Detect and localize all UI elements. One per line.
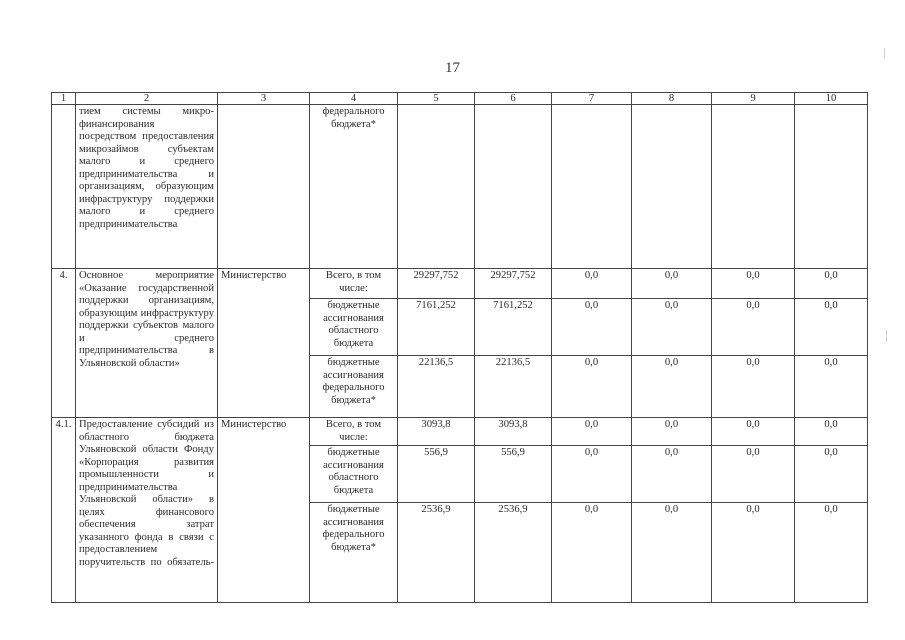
measure-description: тием системы микро-финансирования посредством предоставления микрозаймов субъектам малого и среднего предпринимательства и организациям, образующим инфраструктуру поддержки малого и среднего предпринимательства <box>76 105 218 269</box>
table-row <box>52 418 868 446</box>
funding-source: федерального бюджета* <box>310 105 398 269</box>
value-cell <box>632 105 712 269</box>
header-cell: 2 <box>76 93 218 105</box>
value-cell: 0,0 <box>712 269 795 299</box>
funding-source: бюджетные ассигнования федерального бюджета* <box>310 356 398 418</box>
value-cell: 556,9 <box>475 446 552 503</box>
page-number: 17 <box>445 60 460 76</box>
value-cell: 3093,8 <box>398 418 475 446</box>
value-cell: 0,0 <box>795 269 868 299</box>
value-cell: 0,0 <box>795 446 868 503</box>
row-number <box>52 105 76 269</box>
row-number: 4. <box>52 269 76 418</box>
funding-source: бюджетные ассигнования областного бюджета <box>310 299 398 356</box>
header-row <box>52 93 868 105</box>
scan-speck <box>884 48 885 58</box>
measure-description: Предоставление субсидий из областного бюджета Ульяновской области Фонду «Корпорация развития промышленности и предпринимательства Ульяновской области» в целях финансового обеспечения затрат указанного фонда в связи с предоставлением поручительств по обязатель- <box>76 418 218 603</box>
value-cell: 0,0 <box>632 446 712 503</box>
value-cell <box>475 105 552 269</box>
executor: Министерство <box>218 269 310 418</box>
value-cell: 7161,252 <box>398 299 475 356</box>
header-cell: 10 <box>795 93 868 105</box>
header-cell: 4 <box>310 93 398 105</box>
value-cell: 0,0 <box>632 269 712 299</box>
funding-source: бюджетные ассигнования федерального бюджета* <box>310 503 398 603</box>
value-cell: 0,0 <box>712 356 795 418</box>
value-cell: 0,0 <box>795 418 868 446</box>
value-cell <box>552 105 632 269</box>
header-cell: 3 <box>218 93 310 105</box>
value-cell: 0,0 <box>712 503 795 603</box>
measure-description: Основное мероприятие «Оказание государственной поддержки организациям, образующим инфраструктуру поддержки субъектов малого и среднего предпринимательства в Ульяновской области» <box>76 269 218 418</box>
value-cell: 0,0 <box>552 446 632 503</box>
value-cell: 556,9 <box>398 446 475 503</box>
value-cell: 0,0 <box>552 299 632 356</box>
executor <box>218 105 310 269</box>
value-cell: 2536,9 <box>475 503 552 603</box>
value-cell: 2536,9 <box>398 503 475 603</box>
value-cell: 0,0 <box>552 503 632 603</box>
value-cell: 0,0 <box>795 356 868 418</box>
value-cell <box>398 105 475 269</box>
header-cell: 9 <box>712 93 795 105</box>
header-cell: 6 <box>475 93 552 105</box>
header-cell: 1 <box>52 93 76 105</box>
value-cell: 0,0 <box>712 418 795 446</box>
value-cell: 0,0 <box>795 503 868 603</box>
value-cell <box>712 105 795 269</box>
value-cell: 0,0 <box>795 299 868 356</box>
value-cell: 7161,252 <box>475 299 552 356</box>
funding-source: Всего, в том числе: <box>310 418 398 446</box>
value-cell: 22136,5 <box>398 356 475 418</box>
value-cell: 0,0 <box>552 418 632 446</box>
executor: Министерство <box>218 418 310 603</box>
scan-speck <box>886 330 887 342</box>
value-cell: 0,0 <box>632 299 712 356</box>
table-row <box>52 269 868 299</box>
value-cell: 0,0 <box>712 299 795 356</box>
value-cell: 0,0 <box>632 356 712 418</box>
value-cell: 0,0 <box>632 418 712 446</box>
header-cell: 8 <box>632 93 712 105</box>
value-cell: 3093,8 <box>475 418 552 446</box>
value-cell: 0,0 <box>552 269 632 299</box>
value-cell <box>795 105 868 269</box>
budget-table <box>51 92 868 603</box>
value-cell: 0,0 <box>632 503 712 603</box>
value-cell: 0,0 <box>712 446 795 503</box>
value-cell: 29297,752 <box>475 269 552 299</box>
funding-source: бюджетные ассигнования областного бюджета <box>310 446 398 503</box>
table-row <box>52 105 868 269</box>
header-cell: 7 <box>552 93 632 105</box>
funding-source: Всего, в том числе: <box>310 269 398 299</box>
header-cell: 5 <box>398 93 475 105</box>
value-cell: 22136,5 <box>475 356 552 418</box>
row-number: 4.1. <box>52 418 76 603</box>
value-cell: 29297,752 <box>398 269 475 299</box>
value-cell: 0,0 <box>552 356 632 418</box>
